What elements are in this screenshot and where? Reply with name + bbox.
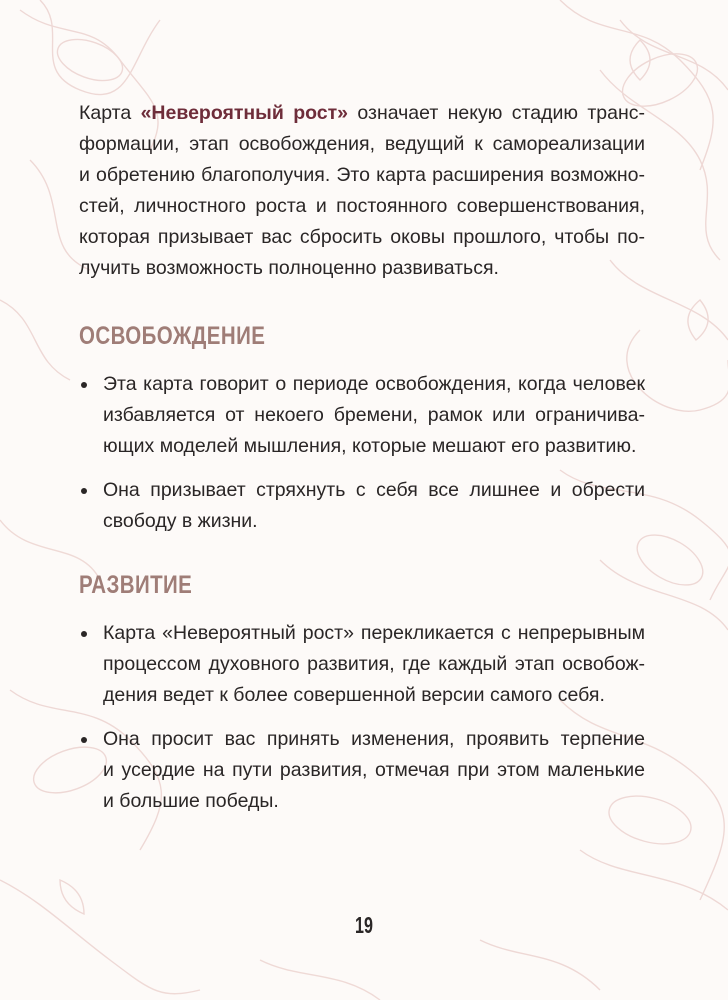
intro-text: Карта xyxy=(79,102,141,124)
list-item-line: Она призывает стряхнуть с себя все лишнее и обрести xyxy=(103,479,645,501)
intro-line: формации, этап освобождения, ведущий к самореализации xyxy=(79,133,645,155)
list-item xyxy=(79,475,645,537)
list-item-line: Эта карта говорит о периоде освобождения, когда человек xyxy=(103,373,645,395)
list-item-line: ющих моделей мышления, которые мешают его развитию. xyxy=(103,435,637,457)
page-number: 19 xyxy=(355,912,373,938)
bullet-dot-icon xyxy=(81,737,87,743)
development-bullet-list xyxy=(79,618,645,817)
bullet-dot-icon xyxy=(81,631,87,637)
liberation-bullet-list xyxy=(79,369,645,537)
list-item xyxy=(79,724,645,817)
intro-paragraph xyxy=(79,98,645,284)
card-name-highlight: «Невероятный рост» xyxy=(140,102,349,124)
section-heading-development: РАЗВИТИЕ xyxy=(79,571,193,599)
list-item-line: Карта «Невероятный рост» перекликается с непрерывным xyxy=(103,622,645,644)
bullet-dot-icon xyxy=(81,488,87,494)
list-item-line: избавляется от некоего бремени, рамок или ограничива- xyxy=(103,404,645,426)
intro-line: стей, личностного роста и постоянного совершенствования, xyxy=(79,195,645,217)
intro-line xyxy=(79,98,645,129)
list-item xyxy=(79,369,645,462)
list-item-line: Она просит вас принять изменения, проявить терпение xyxy=(103,728,645,750)
list-item-line: дения ведет к более совершенной версии самого себя. xyxy=(103,684,605,706)
list-item xyxy=(79,618,645,711)
section-heading-liberation: ОСВОБОЖДЕНИЕ xyxy=(79,322,266,350)
page-content xyxy=(79,98,645,817)
list-item-line: и большие победы. xyxy=(103,790,279,812)
intro-line: лучить возможность полноценно развиваться. xyxy=(79,257,499,279)
bullet-dot-icon xyxy=(81,382,87,388)
list-item-line: и усердие на пути развития, отмечая при этом маленькие xyxy=(103,759,645,781)
intro-text: означает некую стадию транс- xyxy=(348,102,645,124)
list-item-line: процессом духовного развития, где каждый этап освобож- xyxy=(103,653,645,675)
list-item-line: свободу в жизни. xyxy=(103,510,258,532)
intro-line: и обретению благополучия. Это карта расширения возможно- xyxy=(79,164,645,186)
intro-line: которая призывает вас сбросить оковы прошлого, чтобы по- xyxy=(79,226,645,248)
